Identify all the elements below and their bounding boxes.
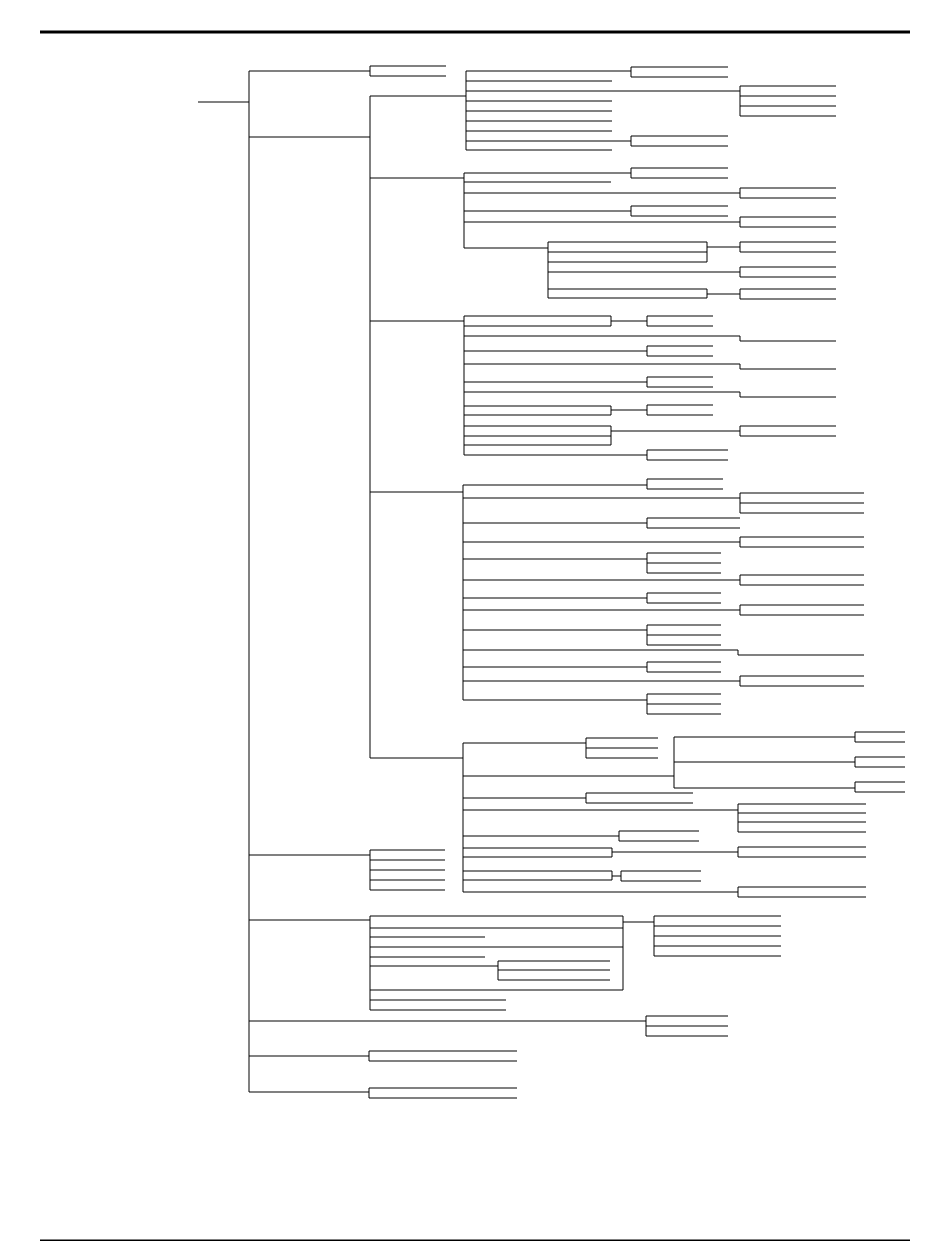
branch-4 xyxy=(249,916,781,1010)
branch-7 xyxy=(249,1088,517,1098)
subgroup-2-5 xyxy=(370,732,905,897)
branch-1 xyxy=(249,66,446,76)
root-node xyxy=(198,71,249,1092)
subgroup-2-3 xyxy=(370,316,836,460)
subgroup-2-4 xyxy=(370,479,864,714)
branch-2 xyxy=(249,67,905,897)
subgroup-2-2 xyxy=(370,168,836,299)
branch-3 xyxy=(249,850,445,890)
branch-6 xyxy=(249,1051,517,1061)
branch-5 xyxy=(249,1016,728,1036)
subgroup-2-1 xyxy=(370,67,836,150)
